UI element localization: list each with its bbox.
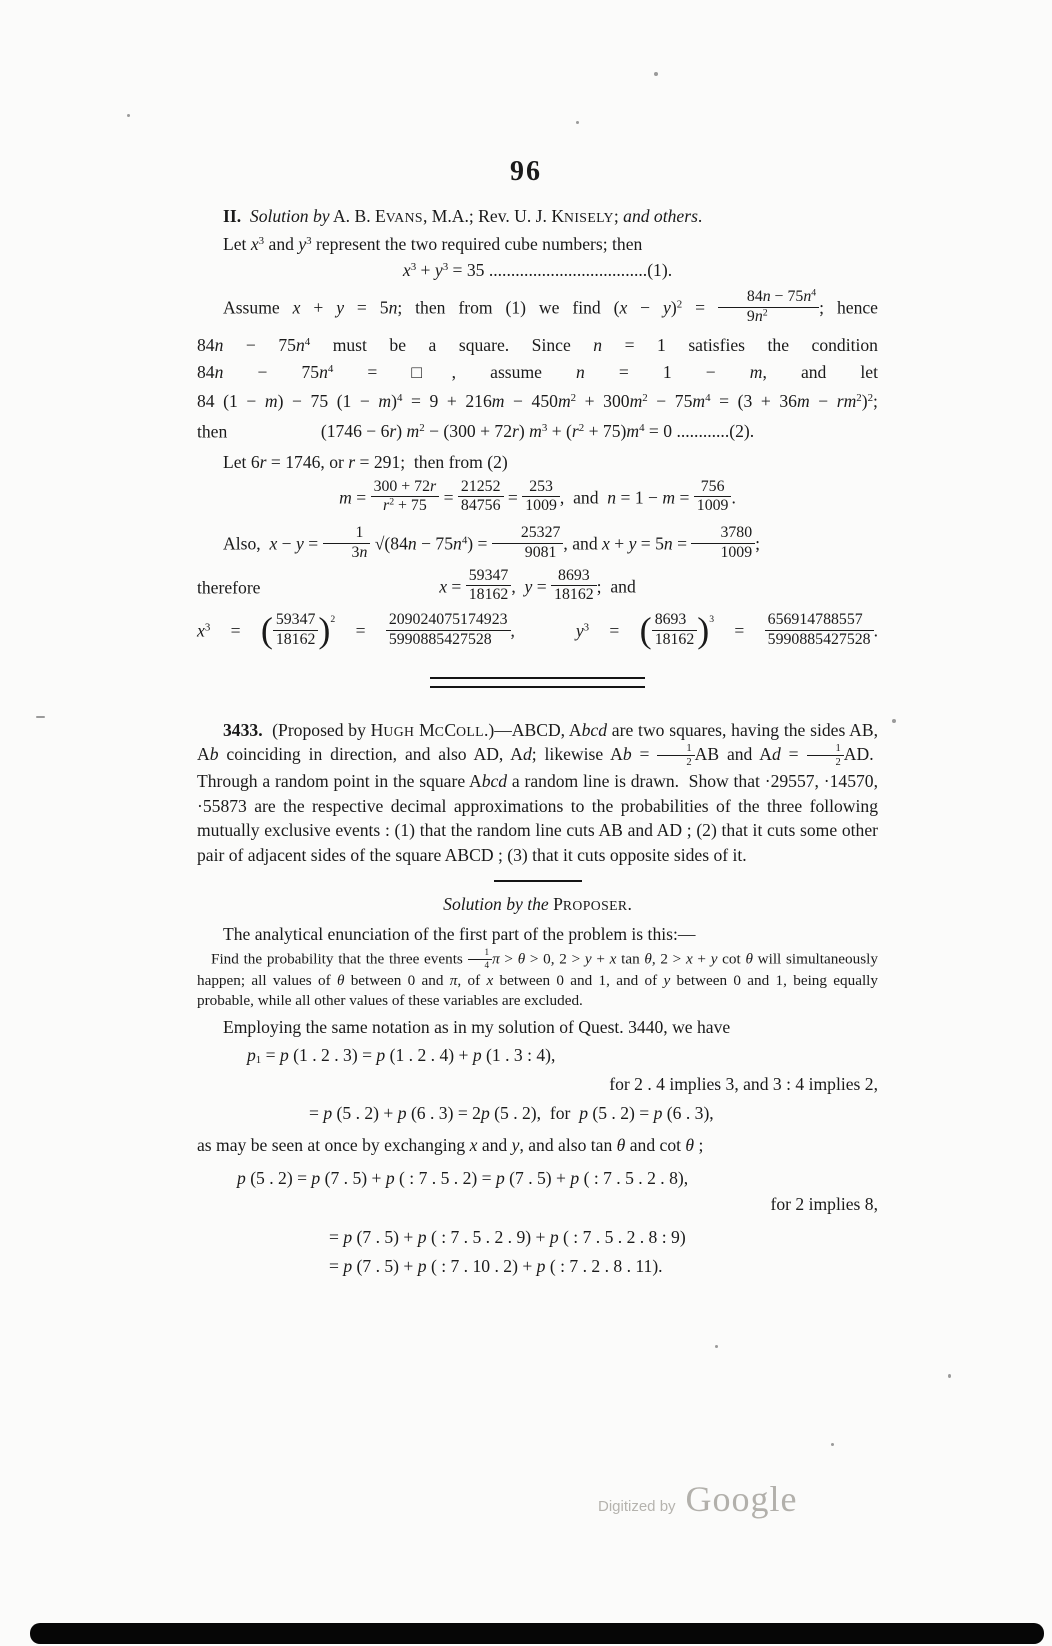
also-equation: Also, x − y = $\frac{1}{3n}$ $√(84n - 75n^4)$ = $\frac{25327}{9081}$ , and x + y = 5n = $\frac{3780}{1009}$ ;	[223, 524, 760, 561]
math-line-exchange-remark: as may be seen at once by exchanging x and y, and also tan θ and cot θ ;	[197, 1135, 704, 1156]
scan-speckle	[36, 716, 45, 718]
equation-2-row	[197, 419, 878, 444]
xy-values-equation: x = $\frac{59347}{18162}$ , y = $\frac{8693}{18162}$ ; and	[439, 566, 636, 604]
short-rule-divider	[494, 880, 582, 882]
math-line-implies-note-2: for 2 implies 8,	[770, 1194, 878, 1215]
condition-line-1: $84n - 75n^4$ must be a square. Since n = 1 satisfies the condition	[197, 335, 878, 356]
let-r-line: Let 6r = 1746, or r = 291; then from (2)	[223, 451, 508, 472]
digitized-by-label: Digitized by	[598, 1498, 676, 1515]
probability-paragraph: Find the probability that the three events $\frac{1}{4}$ π > θ > 0, 2 > y + x tan θ, 2 > x + y cot θ will simultaneously happen; all values of θ between 0 and π, of x between 0 and 1, and of y between 0 and 1, being equally probable, while all other values of these variables are excluded.	[197, 946, 878, 1009]
equation-2: (1746 − 6r) $m^2 - (300 + 72r) m^3 + (r^2 + 75)m^4 = 0$ ............(2).	[320, 421, 755, 442]
therefore-row	[197, 566, 878, 607]
math-line-p75-sum-1: = p (7 . 5) + p ( : 7 . 5 . 2 . 9) + p ( : 7 . 5 . 2 . 8 : 9)	[329, 1227, 686, 1248]
scan-bottom-bar	[30, 1623, 1044, 1644]
scan-speckle	[831, 1443, 834, 1446]
equation-2-lead-word: then	[197, 421, 228, 442]
therefore-lead-word: therefore	[197, 577, 261, 598]
section-divider-double-rule	[430, 677, 645, 688]
math-line-p75-sum-2: = p (7 . 5) + p ( : 7 . 10 . 2) + p ( : 7 . 2 . 8 . 11).	[329, 1255, 663, 1276]
scan-speckle	[892, 719, 896, 723]
math-line-implies-note-1: for 2 . 4 implies 3, and 3 : 4 implies 2,	[609, 1073, 878, 1094]
scan-speckle	[948, 1374, 951, 1378]
question-3433-statement: 3433. (Proposed by HUGH MCCOLL.)—ABCD, Abcd are two squares, having the sides AB, Ab coinciding in direction, and also AD, Ad; likewise Ab = $\frac{1}{2}$ AB and Ad = $\frac{1}{2}$ AD. Through a random point in the square Abcd a random line is drawn. Show that ·29557, ·14570, ·55873 are the respective decimal approximations to the probabilities of the three following mutually exclusive events : (1) that the random line cuts AB and AD ; (2) that it cuts some other pair of adjacent sides of the square ABCD ; (3) that it cuts opposite sides of it.	[197, 719, 878, 865]
employing-notation-line: Employing the same notation as in my solution of Quest. 3440, we have	[223, 1016, 731, 1037]
scan-speckle	[654, 72, 658, 76]
m-value-equation: m = $\frac{300 + 72r}{r^2 + 75}$ = $\frac{21252}{84756}$ = $\frac{253}{1009}$ , and n = 1 − m = $\frac{756}{1009}$ .	[339, 477, 736, 515]
google-watermark	[598, 1478, 798, 1520]
math-line-p52-expansion: p (5 . 2) = p (7 . 5) + p ( : 7 . 5 . 2) = p (7 . 5) + p ( : 7 . 5 . 2 . 8),	[237, 1167, 689, 1188]
page-number: 96	[510, 156, 542, 187]
scan-speckle	[127, 114, 130, 117]
assume-line: Assume x + y = 5n; then from (1) we find $(x - y)^2$ = $\frac{84n - 75n^4}{9n^2}$ ; hence	[223, 287, 878, 325]
math-line-p1: $p_1 = p$ (1 . 2 . 3) = p (1 . 2 . 4) + p (1 . 3 : 4),	[247, 1045, 556, 1067]
math-line-p52-p63: = p (5 . 2) + p (6 . 3) = 2p (5 . 2), for p (5 . 2) = p (6 . 3),	[309, 1102, 714, 1123]
solution-by-proposer-heading: Solution by the PROPOSER.	[443, 893, 632, 914]
expansion-equation: 84 (1 − m) − 75 $(1 - m)^4 = 9 + 216m - 450m^2 + 300m^2 - 75m^4 = (3 + 36m - rm^2)^2$;	[197, 390, 878, 411]
cube-values-equation: $x^3$ = ( $\frac{59347}{18162}$ )$^2$ = $\frac{209024075174923}{5990885427528}$ , $y^3$ = ( $\frac{8693}{18162}$ )$^3$ = $\frac{656914788557}{5990885427528}$ .	[197, 609, 878, 650]
equation-1: $x^3 + y^3 = 35$ ....................................(1).	[402, 260, 673, 281]
scan-speckle	[576, 121, 579, 124]
solution-2-heading: II. Solution by A. B. EVANS, M.A.; Rev. U. J. KNISELY; and others.	[223, 206, 703, 226]
solution-2-intro: Let $x^3$ and $y^3$ represent the two required cube numbers; then	[223, 233, 643, 254]
enunciation-line: The analytical enunciation of the first part of the problem is this:—	[223, 924, 696, 945]
condition-line-2: $84n - 75n^4$ = □, assume n = 1 − m, and let	[197, 362, 878, 383]
google-logo: Google	[685, 1479, 798, 1519]
scan-speckle	[715, 1345, 718, 1348]
page-content	[197, 204, 878, 1278]
